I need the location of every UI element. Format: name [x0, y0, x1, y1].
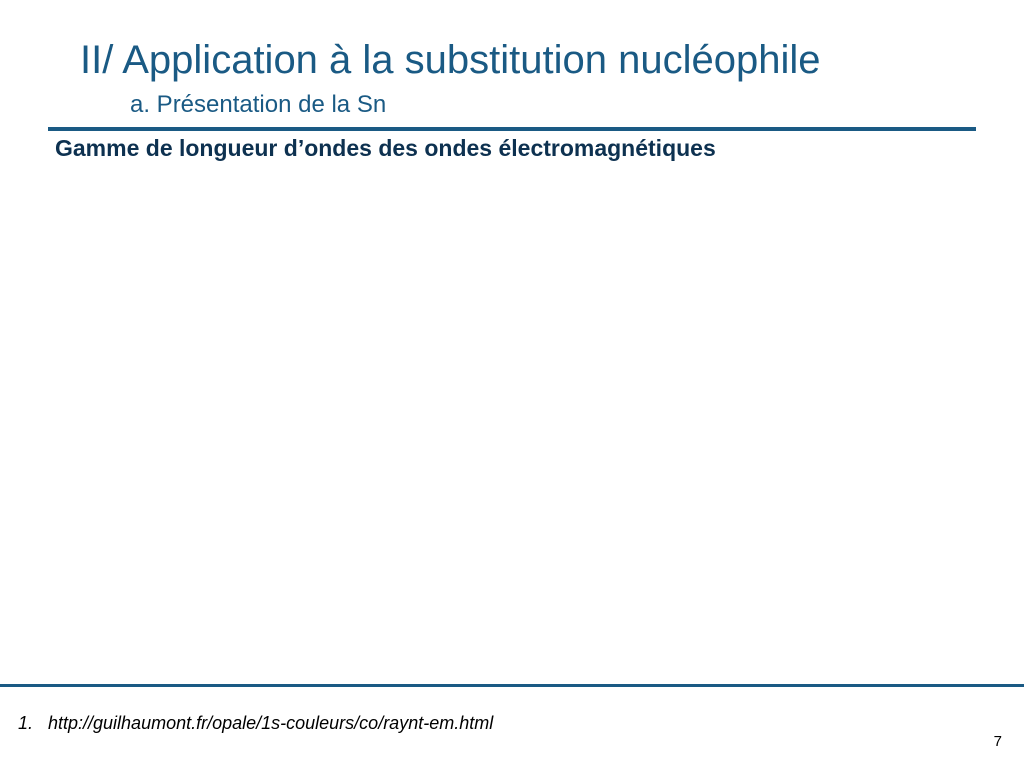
page-number: 7 [993, 733, 1002, 750]
reference-number: 1. [18, 713, 34, 733]
slide-subtitle: a. Présentation de la Sn [130, 91, 387, 118]
title-divider [48, 127, 976, 131]
footer-divider [0, 684, 1024, 687]
slide-title: II/ Application à la substitution nucléophile [80, 38, 821, 82]
reference-link[interactable]: http://guilhaumont.fr/opale/1s-couleurs/co/raynt-em.html [48, 713, 494, 733]
reference-item [18, 714, 493, 734]
section-heading: Gamme de longueur d’ondes des ondes électromagnétiques [55, 135, 716, 161]
